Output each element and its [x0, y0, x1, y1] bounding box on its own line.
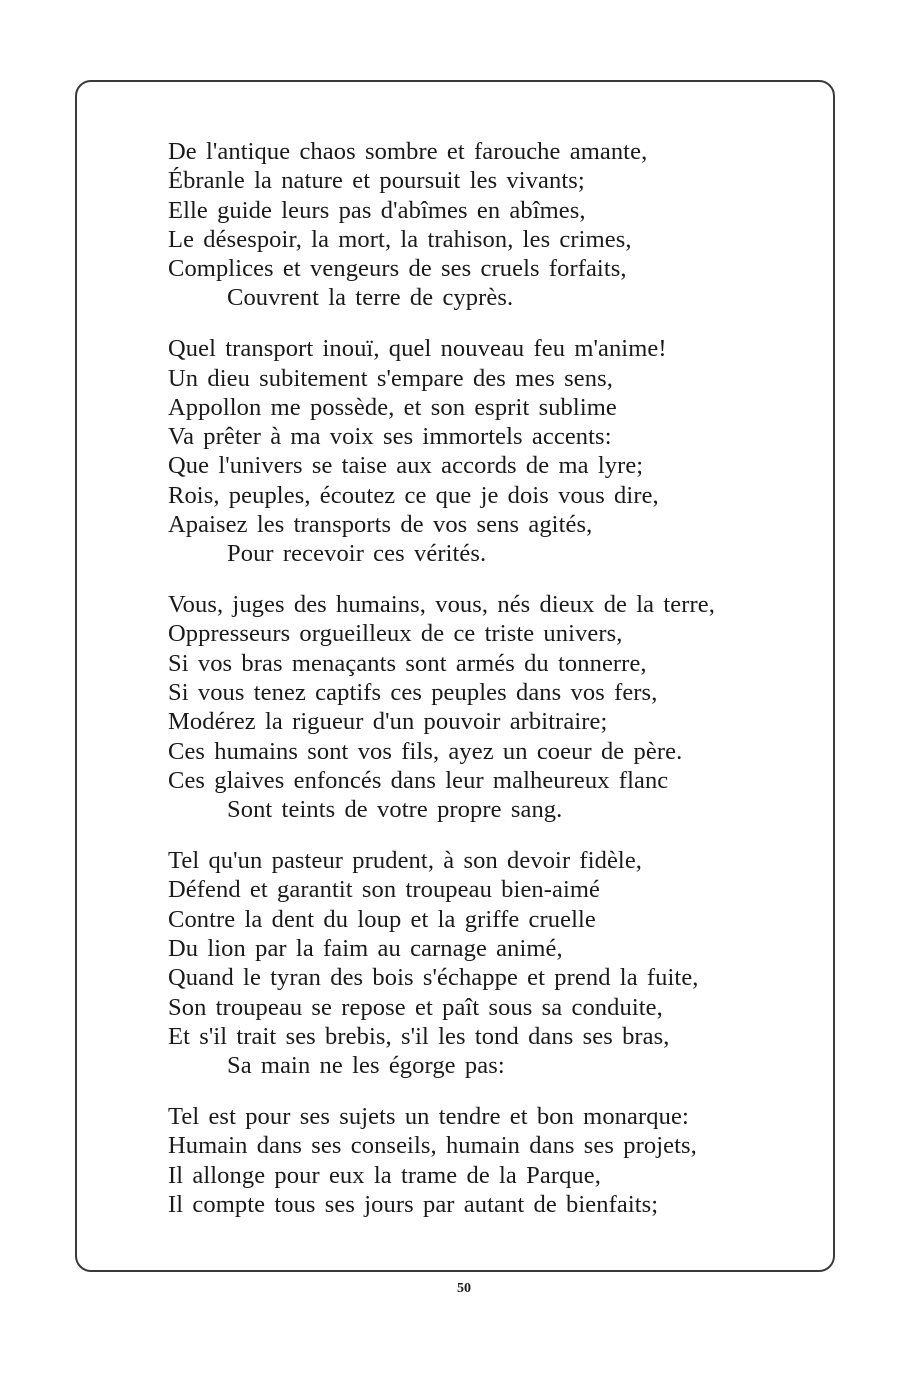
verse-line: Va prêter à ma voix ses immortels accents:	[168, 423, 612, 451]
verse-line: Rois, peuples, écoutez ce que je dois vous dire,	[168, 481, 659, 509]
verse-line-indented: Sa main ne les égorge pas:	[227, 1052, 505, 1080]
verse-line: Tel est pour ses sujets un tendre et bon monarque:	[168, 1102, 689, 1130]
verse-line: Oppresseurs orgueilleux de ce triste univers,	[168, 620, 623, 648]
verse-line: Défend et garantit son troupeau bien-aimé	[168, 876, 601, 904]
page-number: 50	[457, 1281, 471, 1296]
verse-line: Complices et vengeurs de ses cruels forfaits,	[168, 255, 627, 283]
verse-line: Si vous tenez captifs ces peuples dans vos fers,	[168, 679, 658, 707]
verse-line: Que l'univers se taise aux accords de ma lyre;	[168, 452, 644, 480]
verse-line: Et s'il trait ses brebis, s'il les tond dans ses bras,	[168, 1022, 670, 1050]
stanza-3	[168, 590, 808, 824]
verse-line: Tel qu'un pasteur prudent, à son devoir fidèle,	[168, 847, 643, 875]
verse-line: Si vos bras menaçants sont armés du tonnerre,	[168, 649, 647, 677]
verse-line-indented: Pour recevoir ces vérités.	[227, 540, 487, 568]
verse-line: Vous, juges des humains, vous, nés dieux de la terre,	[168, 591, 715, 619]
verse-line: Ébranle la nature et poursuit les vivants;	[168, 167, 585, 195]
verse-line: Ces humains sont vos fils, ayez un coeur de père.	[168, 737, 683, 765]
verse-line: Apaisez les transports de vos sens agités,	[168, 511, 593, 539]
verse-line-indented: Sont teints de votre propre sang.	[227, 796, 563, 824]
verse-line: Contre la dent du loup et la griffe cruelle	[168, 905, 596, 933]
stanza-5	[168, 1102, 808, 1219]
stanza-1	[168, 137, 808, 313]
verse-line-indented: Couvrent la terre de cyprès.	[227, 284, 514, 312]
stanza-4	[168, 846, 808, 1080]
verse-line: Il allonge pour eux la trame de la Parque,	[168, 1161, 601, 1189]
verse-line: Quel transport inouï, quel nouveau feu m'anime!	[168, 335, 667, 363]
verse-line: Quand le tyran des bois s'échappe et prend la fuite,	[168, 964, 699, 992]
verse-line: Le désespoir, la mort, la trahison, les crimes,	[168, 225, 632, 253]
verse-line: Il compte tous ses jours par autant de bienfaits;	[168, 1190, 659, 1218]
verse-line: Un dieu subitement s'empare des mes sens,	[168, 364, 613, 392]
verse-line: Du lion par la faim au carnage animé,	[168, 934, 563, 962]
verse-line: Humain dans ses conseils, humain dans ses projets,	[168, 1132, 697, 1160]
verse-line: Elle guide leurs pas d'abîmes en abîmes,	[168, 196, 586, 224]
verse-line: Modérez la rigueur d'un pouvoir arbitraire;	[168, 708, 608, 736]
verse-line: Appollon me possède, et son esprit sublime	[168, 393, 617, 421]
poem-text	[168, 137, 808, 1241]
verse-line: Son troupeau se repose et paît sous sa conduite,	[168, 993, 663, 1021]
verse-line: De l'antique chaos sombre et farouche amante,	[168, 138, 648, 165]
stanza-2	[168, 334, 808, 568]
verse-line: Ces glaives enfoncés dans leur malheureux flanc	[168, 766, 669, 794]
